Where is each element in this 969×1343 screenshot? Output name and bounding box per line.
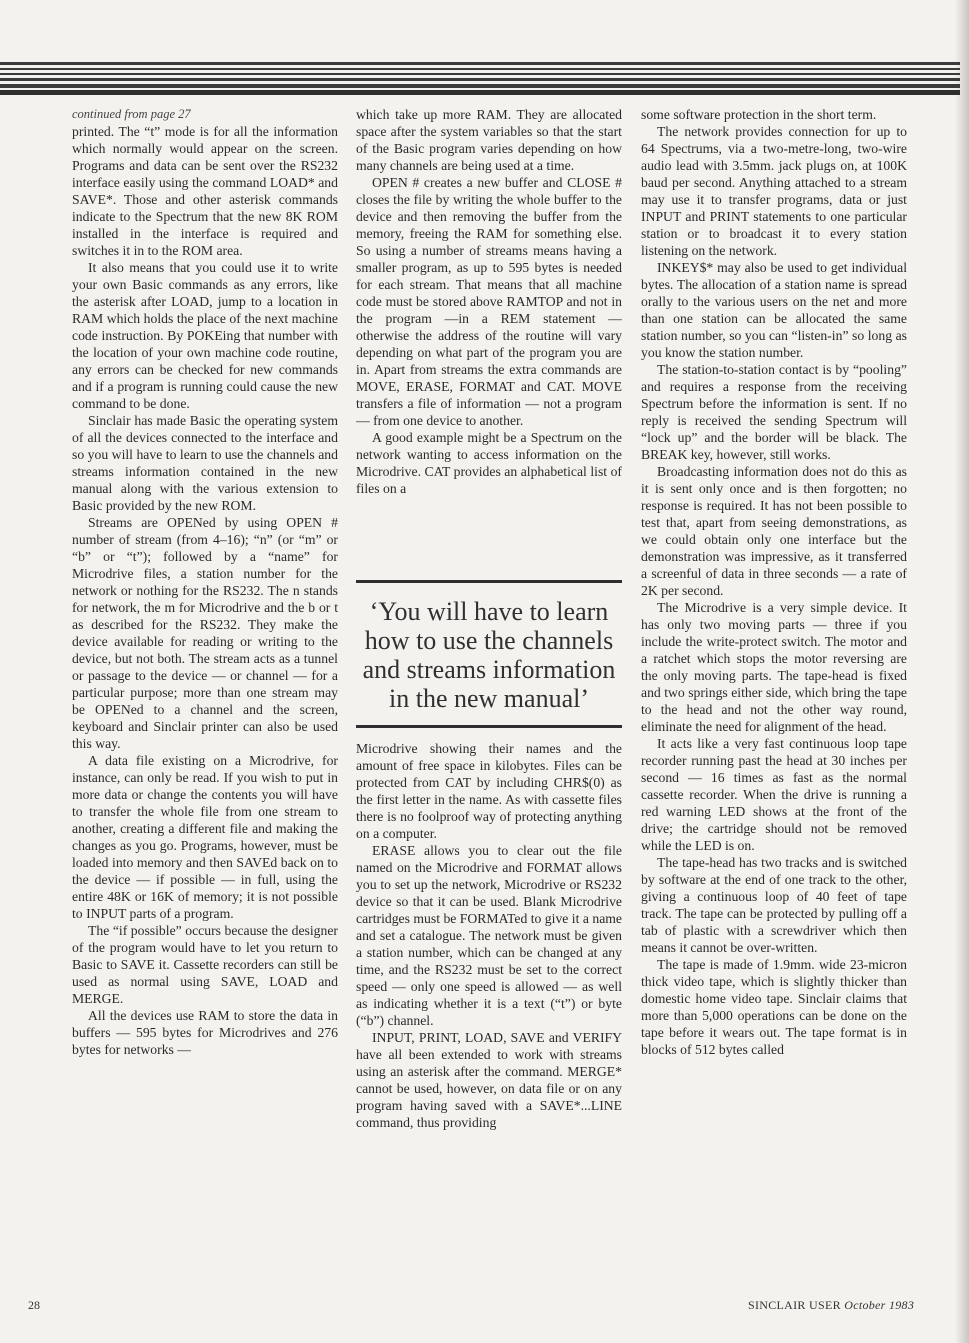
paragraph: A data file existing on a Microdrive, for instance, can only be read. If you wish to put in more data or change the contents you will have to transfer the whole file from one stream to another, creating a different file and making the changes as you go. Programs, however, must be loaded into memory and then SAVEd back on to the device — if possible — in full, using the entire 48K or 16K of memory; it is not possible to INPUT parts of a program.	[72, 753, 338, 921]
column-2-bottom	[356, 740, 622, 1240]
paragraph: The network provides connection for up to 64 Spectrums, via a two-metre-long, two-wire audio lead with 3.5mm. jack plugs on, at 100K baud per second. Anything attached to a stream may use it to transfer programs, data or just INPUT and PRINT statements to one particular station or to broadcast it to every station listening on the network.	[641, 124, 907, 258]
paragraph: Broadcasting information does not do this as it is sent only once and is then forgotten; no response is required. It has not been possible to test that, apart from seeing demonstrations, as we could obtain only one interface but the demonstration was impressive, as it transferred a screenful of data in three seconds — a rate of 2K per second.	[641, 464, 907, 598]
paragraph: It also means that you could use it to write your own Basic commands as any errors, like the asterisk after LOAD, jump to a location in RAM which holds the place of the next machine code instruction. By POKEing that number with the location of your own machine code routine, any errors can be checked for new commands and if a program is running could cause the new command to be done.	[72, 260, 338, 411]
header-rule	[0, 84, 960, 88]
paragraph: The “if possible” occurs because the designer of the program would have to let you return to Basic to SAVE it. Cassette recorders can still be used as normal using SAVE, LOAD and MERGE.	[72, 923, 338, 1006]
paragraph: printed. The “t” mode is for all the information which normally would appear on the screen. Programs and data can be sent over the RS232 interface easily using the command LOAD* and SAVE*. Those and other asterisk commands indicate to the Spectrum that the new 8K ROM installed in the interface is required and switches it in to the ROM area.	[72, 124, 338, 258]
paragraph: All the devices use RAM to store the data in buffers — 595 bytes for Microdrives and 276 bytes for networks —	[72, 1008, 338, 1057]
continued-note: continued from page 27	[72, 107, 191, 121]
paragraph: The tape is made of 1.9mm. wide 23-micron thick video tape, which is slightly thicker than domestic home video tape. Sinclair claims that more than 5,000 operations can be done on the tape before it wears out. The tape format is in blocks of 512 bytes called	[641, 957, 907, 1057]
paragraph: The tape-head has two tracks and is switched by software at the end of one track to the other, giving a continuous loop of 40 feet of tape track. The tape can be protected by pulling off a tab of plastic with a screwdriver which then means it cannot be over-written.	[641, 855, 907, 955]
page-number: 28	[28, 1298, 40, 1312]
paragraph: Streams are OPENed by using OPEN # number of stream (from 4–16); “n” (or “m” or “b” or “t”); followed by a “name” for Microdrive files, a station number for the network or nothing for the RS232. The n stands for network, the m for Microdrive and the b or t as described for the RS232. They make the device available for reading or writing to the device, but not both. The stream acts as a tunnel or passage to the device — or channel — for a particular purpose; more than one stream may be OPENed to a channel and the screen, keyboard and Sinclair printer can also be used this way.	[72, 515, 338, 751]
header-rule	[0, 68, 960, 70]
paragraph: A good example might be a Spectrum on the network wanting to access information on the Microdrive. CAT provides an alphabetical list of files on a	[356, 430, 622, 496]
header-rule	[0, 62, 960, 65]
paragraph: which take up more RAM. They are allocated space after the system variables so that the start of the Basic program varies depending on how many channels are being used at a time.	[356, 107, 622, 173]
paragraph: The station-to-station contact is by “pooling” and requires a response from the receiving Spectrum before the information is sent. If no reply is received the sending Spectrum will “lock up” and the border will be black. The BREAK key, however, still works.	[641, 362, 907, 462]
paragraph: ERASE allows you to clear out the file named on the Microdrive and FORMAT allows you to set up the network, Microdrive or RS232 device so that it can be used. Blank Microdrive cartridges must be FORMATed to give it a name and set a catalogue. The network must be given a station number, which can be changed at any time, and the RS232 must be set to the correct speed — only one speed is allowed — as well as indicating whether it is a text (“t”) or byte (“b”) channel.	[356, 843, 622, 1028]
column-2-top	[356, 106, 622, 568]
paragraph: Sinclair has made Basic the operating system of all the devices connected to the interface and so you will have to learn to use the channels and streams information contained in the new manual along with the various extension to Basic provided by the new ROM.	[72, 413, 338, 513]
header-rule	[0, 73, 960, 75]
issue-date: October 1983	[844, 1298, 915, 1312]
article-column-1	[72, 106, 338, 1286]
paragraph: some software protection in the short term.	[641, 107, 877, 122]
article-column-3	[641, 106, 907, 1286]
paragraph: INKEY$* may also be used to get individual bytes. The allocation of a station name is spread orally to the various users on the net and more than one station can be allocated the same station number, so you can “listen-in” so long as you know the station number.	[641, 260, 907, 360]
header-rule	[0, 78, 960, 81]
paragraph: OPEN # creates a new buffer and CLOSE # closes the file by writing the whole buffer to the device and then removing the buffer from the memory, freeing the RAM for something else. So using a number of streams means having a smaller program, as up to 595 bytes is needed for each stream. That means that all machine code must be stored above RAMTOP and not in the program —in a REM statement — otherwise the address of the routine will vary depending on what part of the program you are in. Apart from streams the extra commands are MOVE, ERASE, FORMAT and CAT. MOVE transfers a file of information — not a program — from one device to another.	[356, 175, 622, 428]
running-footer	[748, 1298, 914, 1313]
article-column-2	[356, 106, 622, 1286]
magazine-name: SINCLAIR USER	[748, 1298, 841, 1312]
paragraph: INPUT, PRINT, LOAD, SAVE and VERIFY have all been extended to work with streams using an asterisk after the command. MERGE* cannot be used, however, on data file or on any program having saved with a SAVE*...LINE command, thus providing	[356, 1030, 622, 1130]
header-rule	[0, 90, 960, 95]
page-edge-shadow	[955, 0, 969, 1343]
paragraph: Microdrive showing their names and the amount of free space in kilobytes. Files can be protected from CAT by including CHR$(0) as the first letter in the name. As with cassette files there is no foolproof way of protecting anything on a computer.	[356, 741, 622, 841]
paragraph: It acts like a very fast continuous loop tape recorder running past the head at 30 inches per second — 16 times as fast as the normal cassette recorder. When the drive is running a red warning LED shows at the front of the drive; the cartridge should not be removed while the LED is on.	[641, 736, 907, 853]
pull-quote: ‘You will have to learn how to use the channels and streams information in the new manual’	[356, 580, 622, 728]
paragraph: The Microdrive is a very simple device. It has only two moving parts — three if you include the write-protect switch. The motor and a ratchet which stops the motor reversing are the only moving parts. The tape-head is fixed and two springs either side, which bring the tape to the head and not the other way round, eliminate the need for alignment of the head.	[641, 600, 907, 734]
